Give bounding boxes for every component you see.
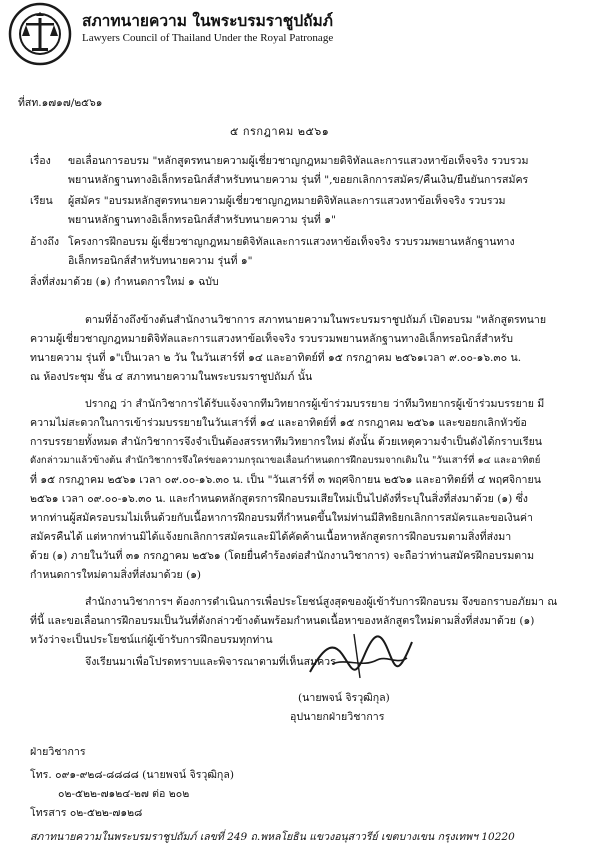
subject-line-1: ขอเลื่อนการอบรม "หลักสูตรทนายความผู้เชี่ยวชาญกฎหมายดิจิทัลและการแสวงหาข้อเท็จจริง รวบรวม [68,155,529,167]
paragraph-3-line: หวังว่าจะเป็นประโยชน์แก่ผู้เข้ารับการฝึกอบรมทุกท่าน [30,634,273,646]
footer-address: สภาทนายความในพระบรมราชูปถัมภ์ เลขที่ 249 ถ.พหลโยธิน แขวงอนุสาวรีย์ เขตบางเขน กรุงเทพฯ 10220 [30,831,515,843]
paragraph-2-line: หากท่านผู้สมัครอบรมไม่เห็นด้วยกับเนื้อหาการฝึกอบรมที่กำหนดขึ้นใหม่ท่านมีสิทธิยกเลิกการสมัครและขอเงินค่า [30,512,533,524]
recipient-label: เรียน [30,195,53,207]
paragraph-1-line: ณ ห้องประชุม ชั้น ๔ สภาทนายความในพระบรมราชูปถัมภ์ นั้น [30,371,313,383]
paragraph-2-line: ปรากฏ ว่า สำนักวิชาการได้รับแจ้งจากทีมวิทยากรผู้เข้าร่วมบรรยาย ว่าทีมวิทยากรผู้เข้าร่วมบรรยาย มี [85,398,545,410]
paragraph-3-line: ที่นี้ และขอเลื่อนการฝึกอบรมเป็นวันที่ดังกล่าวข้างต้นพร้อมกำหนดเนื้อหาของหลักสูตรใหม่ตามสิ่งที่ส่งมาด้วย (๑) [30,615,535,627]
enclosure: สิ่งที่ส่งมาด้วย (๑) กำหนดการใหม่ ๑ ฉบับ [30,276,219,288]
paragraph-2-line: ด้วย (๑) ภายในวันที่ ๓๑ กรกฎาคม ๒๕๖๑ (โดยยื่นคำร้องต่อสำนักงานวิชาการ) จะถือว่าท่านสมัครฝึกอบรมตาม [30,550,535,562]
reference-line-2: อิเล็กทรอนิกส์สำหรับทนายความ รุ่นที่ ๑" [68,255,253,267]
phone-2: ๐๒-๕๒๒-๗๑๒๔-๒๗ ต่อ ๒๐๒ [58,788,190,800]
department: ฝ่ายวิชาการ [30,746,86,758]
org-name-thai: สภาทนายความ ในพระบรมราชูปถัมภ์ [82,11,333,30]
fax-number: โทรสาร ๐๒-๕๒๒-๗๑๒๘ [30,807,143,819]
reference-line-1: โครงการฝึกอบรม ผู้เชี่ยวชาญกฎหมายดิจิทัลและการแสวงหาข้อเท็จจริง รวบรวมพยานหลักฐานทาง [68,236,515,248]
paragraph-2-line: ดังกล่าวมาแล้วข้างต้น สำนักวิชาการจึงใคร่ขอความกรุณาขอเลื่อนกำหนดการฝึกอบรมจากเดิมใน "วันเสาร์ที่ ๑๔ และอาทิตย์ [30,455,541,466]
subject-line-2: พยานหลักฐานทางอิเล็กทรอนิกส์สำหรับทนายความ รุ่นที่ ",ขอยกเลิกการสมัคร/คืนเงิน/ยืนยันการสมัคร [68,174,529,186]
closing-line: จึงเรียนมาเพื่อโปรดทราบและพิจารณาตามที่เห็นสมควร [85,656,336,668]
recipient-line-1: ผู้สมัคร "อบรมหลักสูตรทนายความผู้เชี่ยวชาญกฎหมายดิจิทัลและการแสวงหาข้อเท็จจริง รวบรวม [68,195,506,207]
paragraph-2-line: กำหนดการใหม่ตามสิ่งที่ส่งมาด้วย (๑) [30,569,202,581]
paragraph-2-line: การบรรยายทั้งหมด สำนักวิชาการจึงจำเป็นต้องสรรหาทีมวิทยากรใหม่ ดังนั้น ด้วยเหตุความจำเป็นดังได้กราบเรียน [30,436,543,448]
paragraph-2-line: ที่ ๑๕ กรกฎาคม ๒๕๖๑ เวลา ๐๙.๐๐-๑๖.๓๐ น. เป็น "วันเสาร์ที่ ๓ พฤศจิกายน ๒๕๖๑ และอาทิตย์ที่ ๔ พฤศจิกายน [30,474,541,486]
paragraph-2-line: ความไม่สะดวกในการเข้าร่วมบรรยายในวันเสาร์ที่ ๑๔ และอาทิตย์ที่ ๑๕ กรกฎาคม ๒๕๖๑ และขอยกเลิกหัวข้อ [30,417,527,429]
subject-label: เรื่อง [30,155,51,167]
paragraph-1-line: ทนายความ รุ่นที่ ๑"เป็นเวลา ๒ วัน ในวันเสาร์ที่ ๑๔ และอาทิตย์ที่ ๑๕ กรกฎาคม ๒๕๖๑เวลา ๙.๐๐-๑๖.๓๐ น. [30,352,522,364]
letter-date: ๕ กรกฎาคม ๒๕๖๑ [230,125,330,138]
handwritten-signature [302,620,422,690]
phone-1: โทร. ๐๙๑-๙๒๘-๘๘๘๘ (นายพจน์ จิรวุฒิกุล) [30,769,234,781]
paragraph-3-line: สำนักงานวิชาการฯ ต้องการดำเนินการเพื่อประโยชน์สูงสุดของผู้เข้ารับการฝึกอบรม จึงขอกราบอภัยมา ณ [85,596,558,608]
recipient-line-2: พยานหลักฐานทางอิเล็กทรอนิกส์สำหรับทนายความ รุ่นที่ ๑" [68,214,336,226]
paragraph-1-line: ตามที่อ้างถึงข้างต้นสำนักงานวิชาการ สภาทนายความในพระบรมราชูปถัมภ์ เปิดอบรม "หลักสูตรทนาย [85,314,547,326]
signatory-title: อุปนายกฝ่ายวิชาการ [290,711,385,723]
reference-label: อ้างถึง [30,236,60,248]
reference-number: ที่สท.๑๗๑๗/๒๕๖๑ [18,97,103,109]
paragraph-1-line: ความผู้เชี่ยวชาญกฎหมายดิจิทัลและการแสวงหาข้อเท็จจริง รวบรวมพยานหลักฐานทางอิเล็กทรอนิกส์สำหรับ [30,333,514,345]
paragraph-2-line: ๒๕๖๑ เวลา ๐๙.๐๐-๑๖.๓๐ น. และกำหนดหลักสูตรการฝึกอบรมเสียใหม่เป็นไปดังที่ระบุในสิ่งที่ส่งมาด้วย (๑) ซึ่ง [30,493,528,505]
paragraph-2-line: สมัครคืนได้ แต่หากท่านมิได้แจ้งยกเลิกการสมัครและมิได้คัดค้านเนื้อหาหลักสูตรการฝึกอบรมตามสิ่งที่ส่งมา [30,531,512,543]
org-name-english: Lawyers Council of Thailand Under the Royal Patronage [82,32,334,44]
signatory-name: (นายพจน์ จิรวุฒิกุล) [298,692,390,704]
council-seal-logo [8,2,72,66]
